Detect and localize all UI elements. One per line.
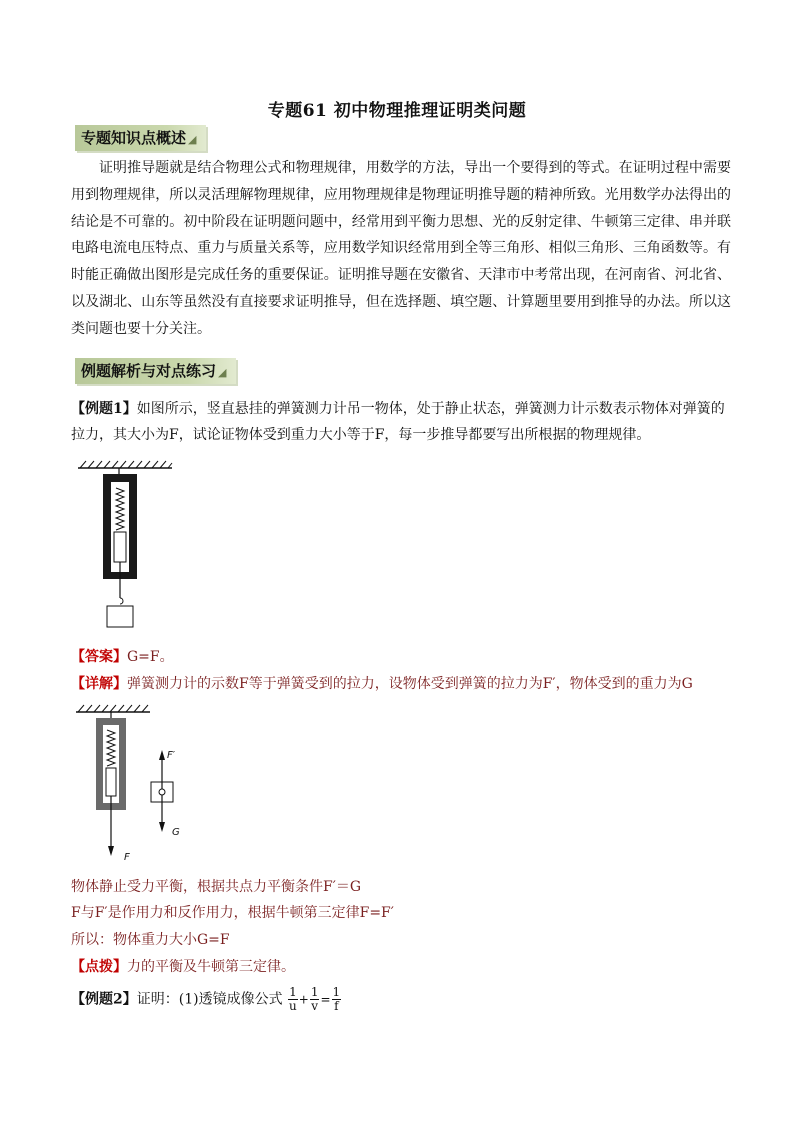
example2-tag: 【例题2】	[71, 991, 137, 1008]
fraction-1-over-u: $\frac{1}{u}$	[289, 985, 297, 1013]
arrow-down-icon	[108, 846, 114, 856]
overview-paragraph: 证明推导题就是结合物理公式和物理规律，用数学的方法，导出一个要得到的等式。在证明过程中需要用到物理规律，所以灵活理解物理规律，应用物理规律是物理证明推导题的精神所致。光用数学办法得出的结论是不可靠的。初中阶段在证明题问题中，经常用到平衡力思想、光的反射定律、牛顿第三定律、串并联电路电流电压特点、重力与质量关系等，应用数学知识经常用到全等三角形、相似三角形、三角函数等。有时能正确做出图形是完成任务的重要保证。证明推导题在安徽省、天津市中考常出现，在河南省、河北省、以及湖北、山东等虽然没有直接要求证明推导，但在选择题、填空题、计算题里要用到推导的办法。所以这类问题也要十分关注。	[71, 160, 731, 337]
label-f-prime: F′	[167, 750, 176, 761]
ceiling-hatching-icon	[76, 705, 150, 712]
example1-tag: 【例题1】	[71, 401, 137, 417]
example2-question: 【例题2】证明：(1)透镜成像公式 $\frac{1}{u}$ + $\frac{1}{v}$ = $\frac{1}{f}$	[71, 985, 341, 1013]
hint-tag: 【点拨】	[71, 959, 127, 975]
example1-hint	[71, 956, 295, 976]
detail-tag: 【详解】	[71, 676, 127, 692]
example1-question	[71, 396, 731, 448]
example1-answer	[71, 646, 174, 666]
ceiling-hatching-icon	[78, 461, 172, 468]
force-diagram-figure	[74, 700, 224, 870]
section-banner-examples	[75, 358, 236, 384]
section-title: 例题解析与对点练习	[81, 362, 217, 380]
step-1: 物体静止受力平衡，根据共点力平衡条件F′＝G	[71, 879, 362, 895]
spring-scale-figure	[74, 458, 174, 658]
banner-tail-icon: ◢	[218, 366, 227, 379]
example1-text: 如图所示，竖直悬挂的弹簧测力计吊一物体，处于静止状态，弹簧测力计示数表示物体对弹簧的拉力，其大小为F，试论证物体受到重力大小等于F，每一步推导都要写出所根据的物理规律。	[71, 401, 725, 443]
step-2: F与F′是作用力和反作用力，根据牛顿第三定律F=F′	[71, 905, 394, 921]
arrow-up-icon	[159, 750, 165, 760]
section-banner-overview	[75, 125, 206, 151]
example2-text: 证明：(1)透镜成像公式	[136, 991, 283, 1008]
label-g: G	[172, 827, 180, 838]
arrow-down-icon	[159, 822, 165, 832]
answer-tag: 【答案】	[71, 649, 127, 665]
label-f: F	[124, 852, 130, 863]
detail-text: 弹簧测力计的示数F等于弹簧受到的拉力，设物体受到弹簧的拉力为F′，物体受到的重力为G	[127, 676, 693, 692]
section-title: 专题知识点概述	[81, 129, 187, 147]
hint-text: 力的平衡及牛顿第三定律。	[127, 959, 295, 975]
fraction-1-over-v: $\frac{1}{v}$	[310, 985, 319, 1013]
page-title: 专题61 初中物理推理证明类问题	[267, 101, 527, 121]
fraction-1-over-f: $\frac{1}{f}$	[332, 985, 341, 1013]
answer-text: G=F。	[127, 649, 174, 665]
weight-block	[107, 606, 133, 627]
banner-tail-icon: ◢	[188, 133, 197, 146]
step-3: 所以：物体重力大小G=F	[71, 932, 230, 948]
example1-detail	[71, 673, 693, 693]
